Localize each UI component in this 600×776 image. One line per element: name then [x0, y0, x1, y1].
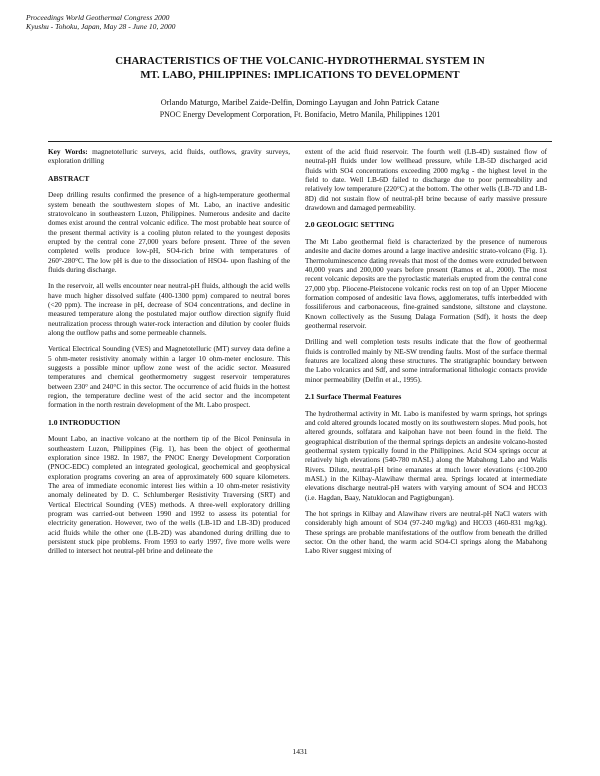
abstract-paragraph-3: Vertical Electrical Sounding (VES) and Magnetotelluric (MT) survey data define a 5 ohm-meter resistivity anomaly within a larger 10 ohm-meter enclosure. This suggests a possible minor upflow zone west of the acidic sector. Measured temperatures and chemical geothermometry suggest reservoir temperatures between 230° and 240°C in this sector. The occurrence of acid fluids in the hottest region, the temperature decline west of the acid sector and the incompetent formation in the north restrain development of the Mt. Labo prospect. [48, 345, 290, 410]
keywords-text: magnetotelluric surveys, acid fluids, outflows, gravity surveys, exploration drilling [48, 148, 291, 166]
title-line-1: CHARACTERISTICS OF THE VOLCANIC-HYDROTHERMAL SYSTEM IN [115, 55, 485, 67]
surface-paragraph-1: The hydrothermal activity in Mt. Labo is manifested by warm springs, hot springs and cold altered grounds located mostly on its southwestern slopes. Mud pools, hot altered grounds, solfatara and kaipohan have not been found in the field. The geographical distribution of the thermal springs depicts an andesite volcano-hosted geothermal system typically found in the Philippines. Acid SO4 springs occur at relatively high elevations (540-780 mASL) along the Mabahong Labo and Walis Rivers. Dilute, neutral-pH brine emanates at much lower elevations (<100-200 mASL) in the Kilbay-Alawihaw thermal area. Springs located at intermediate elevations discharge neutral-pH waters with varying amount of SO4 and HCO3 (i.e. Hagdan, Baay, Natuklocan and Pagtigbungan). [305, 409, 547, 502]
surface-features-heading: 2.1 Surface Thermal Features [305, 392, 402, 402]
geologic-paragraph-2: Drilling and well completion tests results indicate that the flow of geothermal fluids is controlled mainly by NE-SW trending faults. Most of the surface thermal features are localized along these structures. The stratigraphic boundary between the Labo volcanics and Sdf, and some intraformational lithologic contacts provide minor permeability (Delfin et al., 1995). [305, 338, 547, 384]
title-line-2: MT. LABO, PHILIPPINES: IMPLICATIONS TO DEVELOPMENT [140, 68, 460, 81]
abstract-paragraph-1: Deep drilling results confirmed the presence of a high-temperature geothermal system beneath the southwestern slopes of Mt. Labo, an inactive andesitic stratovolcano in southeastern Luzon, Philippines. Numerous andesite and dacite domes exist around the central volcanic edifice. The most probable heat source of the present thermal activity is a cooling pluton related to the youngest deposits erupted by the central cone 27,000 years before present. Three of the seven completed wells produce low-pH, SO4-rich brine with temperatures of 260°-280°C. The low pH is due to the dissociation of HSO4- upon flashing of the fluids during discharge. [48, 191, 290, 274]
keywords [48, 148, 290, 167]
proceedings-header [26, 13, 175, 32]
keywords-label: Key Words: [48, 148, 88, 156]
geologic-paragraph-1: The Mt Labo geothermal field is characterized by the presence of numerous andesite and dacite domes around a large inactive andesitic strato-volcano (Fig. 1). Thermoluminescence dating reveals that most of the domes were extruded between 40,000 years and 200,000 years before present (Ramos et al., 2000). The most recent volcanic deposits are the pyroclastic materials erupted from the central cone 27,000 ybp. Pliocene-Pleistocene volcanic rocks rest on top of an Upper Miocene formation composed of andesitic lava flows, agglomerates, tuffs interbedded with fossiliferous and carbonaceous, fine-grained sandstone, siltstone and claystone. Known collectively as the Susung Dalaga Formation (Sdf), it hosts the deep geothermal reservoir. [305, 237, 547, 330]
introduction-paragraph-1: Mount Labo, an inactive volcano at the northern tip of the Bicol Peninsula in southeastern Luzon, Philippines (Fig. 1), has been the object of geothermal exploration since 1982. In 1987, the PNOC Energy Development Corporation (PNOC-EDC) completed an integrated geological, geochemical and geophysical exploration programs covering an area of approximately 600 square kilometers. The area of immediate economic interest lies within a 10 ohm-meter resistivity anomaly delineated by D. C. Schlumberger Resistivity Traversing (SRT) and Vertical Electrical Sounding (VES) methods. A three-well exploratory drilling program was carried-out between 1990 and 1992 to assess its potential for electricity generation. However, two of the wells (LB-1D and LB-3D) produced acid fluids while the other one (LB-2D) was abandoned during drilling due to persistent stuck pipe problems. From 1993 to early 1997, five more wells were drilled to intersect hot neutral-pH brine and delineate the [48, 435, 290, 556]
geologic-setting-heading: 2.0 GEOLOGIC SETTING [305, 220, 395, 230]
page-number: 1431 [292, 747, 308, 756]
affiliation: PNOC Energy Development Corporation, Ft. Bonifacio, Metro Manila, Philippines 1201 [159, 110, 441, 119]
left-column [48, 148, 290, 564]
author-list: Orlando Maturgo, Maribel Zaide-Delfin, Domingo Layugan and John Patrick Catane [160, 98, 440, 107]
abstract-paragraph-2: In the reservoir, all wells encounter near neutral-pH fluids, although the acid wells have much higher dissolved sulfate (400-1300 ppm) compared to neutral bores (<20 ppm). The increase in pH, decrease of SO4 concentrations, and decline in measured temperature along the postulated major outflow direction signify fluid neutralization process through water-rock interaction and dilution by cooler fluids along the outflow paths and some permeable channels. [48, 282, 290, 337]
top-divider [48, 141, 552, 142]
surface-paragraph-2: The hot springs in Kilbay and Alawihaw rivers are neutral-pH NaCl waters with considerably high amount of SO4 (97-240 mg/kg) and HCO3 (460-831 mg/kg). These springs are probable manifestations of the outflow from beneath the drilled sector. On the other hand, the warm acid SO4-Cl springs along the Mabahong Labo River suggest mixing of [305, 510, 547, 556]
conference-line: Kyushu - Tohoku, Japan, May 28 - June 10, 2000 [26, 22, 176, 32]
right-column [305, 148, 547, 564]
introduction-heading: 1.0 INTRODUCTION [48, 417, 121, 427]
abstract-heading: ABSTRACT [48, 173, 90, 183]
proceedings-line: Proceedings World Geothermal Congress 2000 [26, 13, 170, 22]
introduction-continued: extent of the acid fluid reservoir. The fourth well (LB-4D) sustained flow of neutral-pH fluids under low wellhead pressure, while LB-5D discharged acid fluids with SO4 concentrations exceeding 2000 mg/kg - the highest level in the field to date. Well LB-6D failed to discharge due to poor permeability and relatively low temperature (220°C) at the bottom. The other wells (LB-7D and LB-8D) did not sustain flow of neutral-pH brine because of early massive pressure drawdown and damaged permeability. [305, 148, 547, 213]
paper-title [40, 55, 560, 82]
